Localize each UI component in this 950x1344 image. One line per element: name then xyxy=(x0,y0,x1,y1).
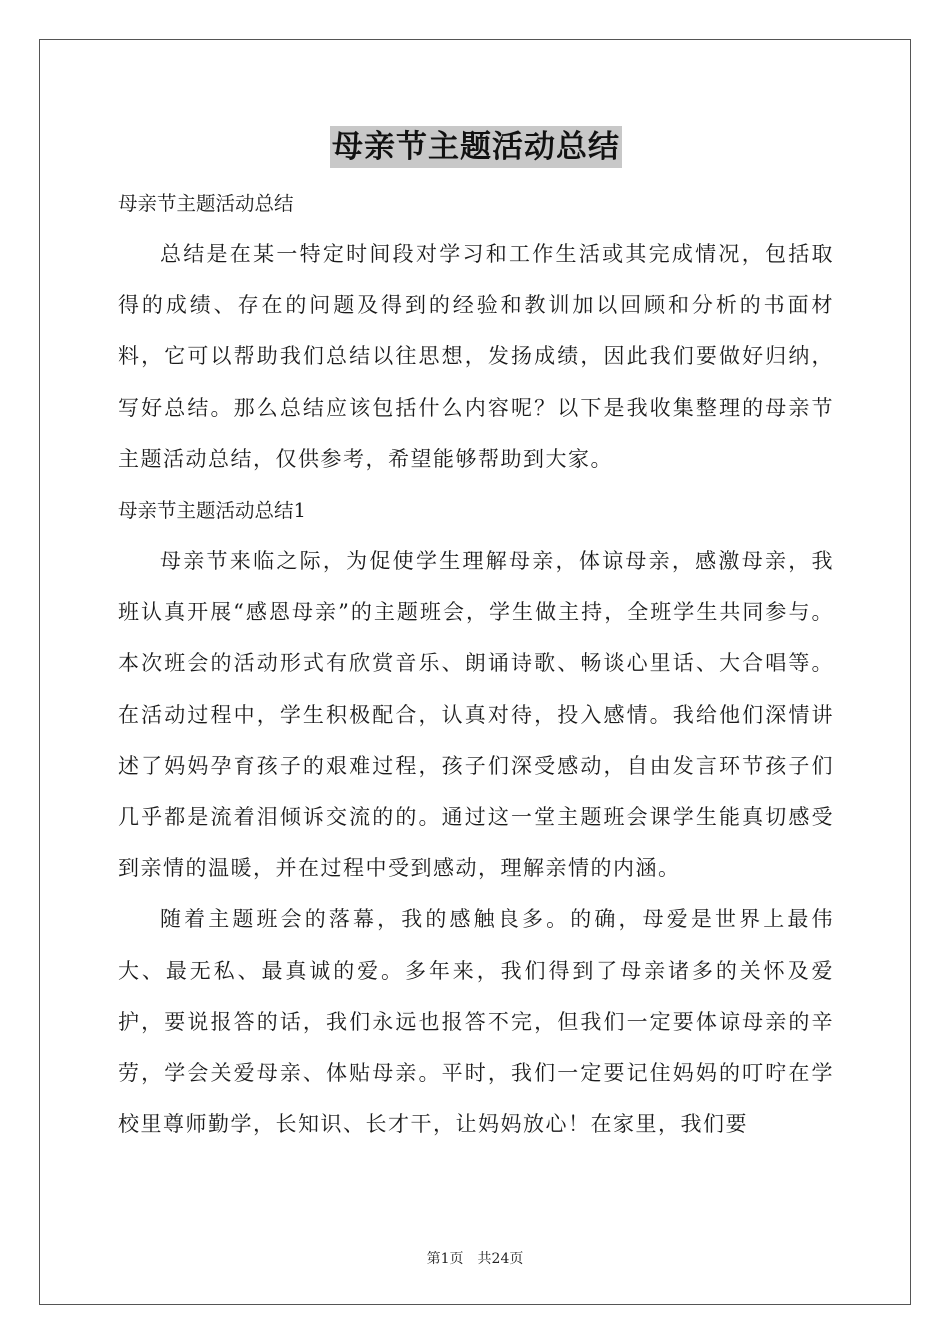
page-number-footer xyxy=(0,1248,950,1268)
section-heading: 母亲节主题活动总结1 xyxy=(118,499,306,523)
body-paragraph-1: 母亲节来临之际，为促使学生理解母亲，体谅母亲，感激母亲，我班认真开展“感恩母亲”的主题班会，学生做主持，全班学生共同参与。本次班会的活动形式有欣赏音乐、朗诵诗歌、畅谈心里话、大合唱等。在活动过程中，学生积极配合，认真对待，投入感情。我给他们深情讲述了妈妈孕育孩子的艰难过程，孩子们深受感动，自由发言环节孩子们几乎都是流着泪倾诉交流的的。通过这一堂主题班会课学生能真切感受到亲情的温暖，并在过程中受到感动，理解亲情的内涵。 xyxy=(118,549,834,881)
document-title: 母亲节主题活动总结 xyxy=(330,126,622,168)
intro-paragraph: 总结是在某一特定时间段对学习和工作生活或其完成情况，包括取得的成绩、存在的问题及得到的经验和教训加以回顾和分析的书面材料，它可以帮助我们总结以往思想，发扬成绩，因此我们要做好归纳，写好总结。那么总结应该包括什么内容呢？以下是我收集整理的母亲节主题活动总结，仅供参考，希望能够帮助到大家。 xyxy=(118,242,834,471)
body-paragraph-2: 随着主题班会的落幕，我的感触良多。的确，母爱是世界上最伟大、最无私、最真诚的爱。多年来，我们得到了母亲诸多的关怀及爱护，要说报答的话，我们永远也报答不完，但我们一定要体谅母亲的辛劳，学会关爱母亲、体贴母亲。平时，我们一定要记住妈妈的叮咛在学校里尊师勤学，长知识、长才干，让妈妈放心！在家里，我们要 xyxy=(118,907,834,1137)
document-subtitle: 母亲节主题活动总结 xyxy=(118,192,294,215)
title-container xyxy=(118,126,834,174)
page-number-label: 第1页 共24页 xyxy=(426,1251,524,1267)
document-body xyxy=(118,126,834,1150)
